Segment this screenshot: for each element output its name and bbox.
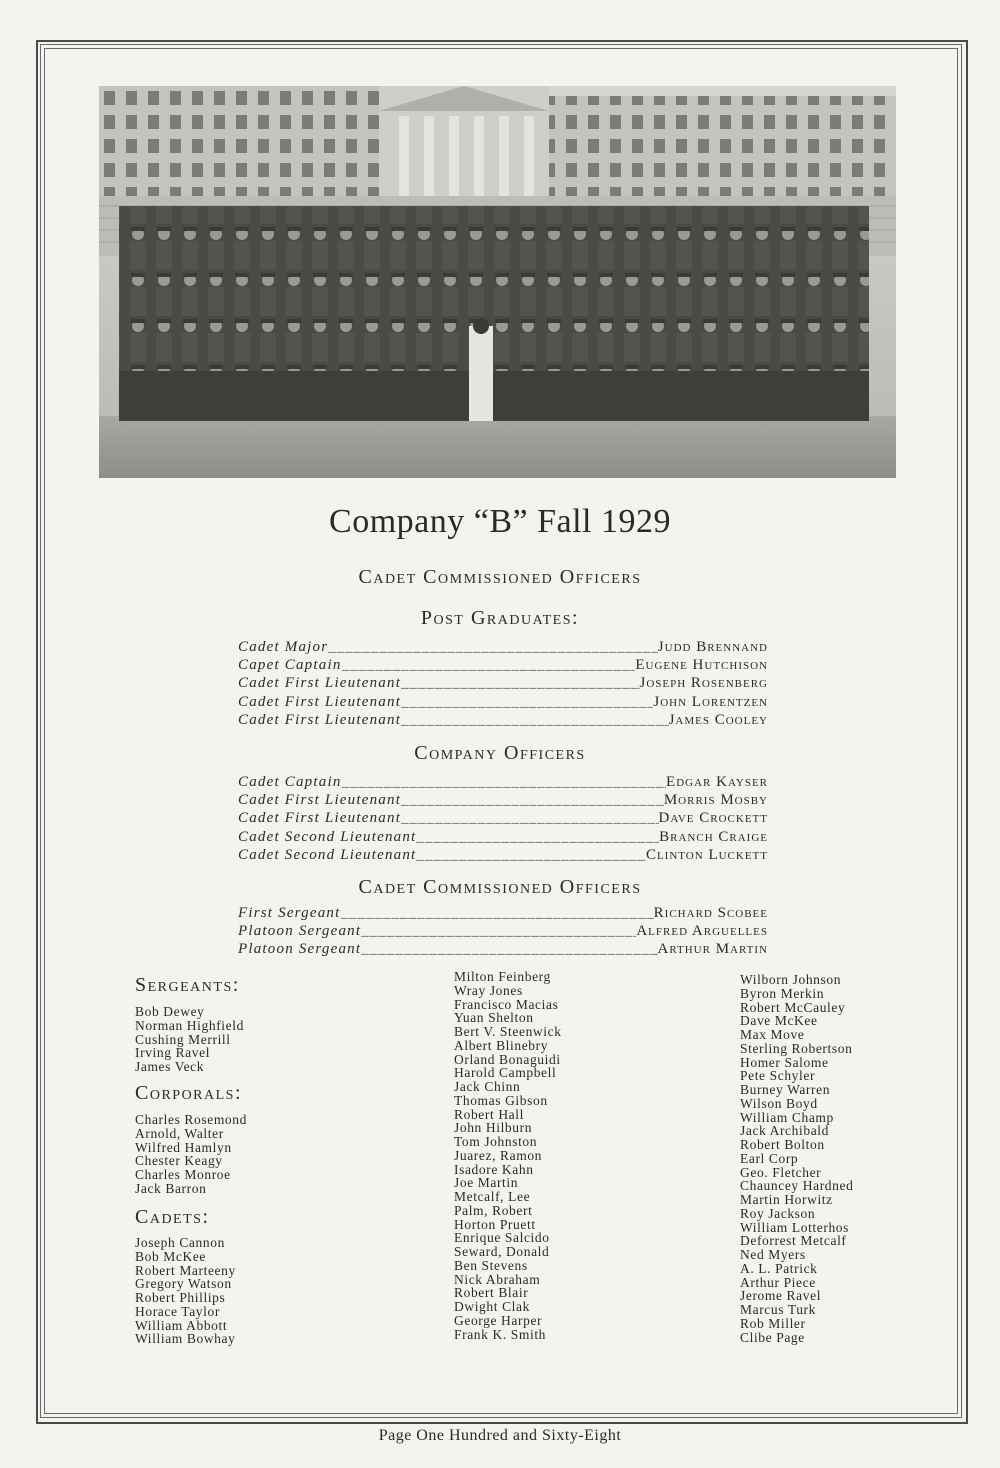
leader-dots (401, 693, 653, 711)
corporals-label: Corporals: (135, 1082, 243, 1104)
list-item: Robert Bolton (740, 1137, 825, 1152)
list-item: Wilfred Hamlyn (135, 1139, 232, 1155)
officer-name: Branch Craige (659, 828, 768, 845)
roster-row (238, 693, 768, 711)
list-item: Chauncey Hardned (740, 1178, 854, 1194)
officer-name: John Lorentzen (653, 693, 768, 710)
list-item: William Champ (740, 1109, 834, 1125)
nco-roster (238, 904, 768, 959)
list-item: Deforrest Metcalf (740, 1233, 847, 1249)
list-item: Robert Marteeny (135, 1262, 236, 1278)
list-item: Cushing Merrill (135, 1031, 231, 1047)
list-item: George Harper (454, 1312, 543, 1328)
cadets-list-col3 (740, 973, 853, 1344)
officer-name: Morris Mosby (663, 792, 768, 809)
officer-name: Edgar Kayser (666, 774, 768, 790)
officer-name: Arthur Martin (657, 941, 768, 958)
list-item: Enrique Salcido (454, 1230, 550, 1246)
list-item: Robert Hall (454, 1106, 524, 1122)
list-item: Martin Horwitz (740, 1192, 833, 1207)
list-item: Norman Highfield (135, 1017, 244, 1033)
list-item: Charles Rosemond (135, 1112, 247, 1127)
list-item: Dwight Clak (454, 1299, 530, 1314)
officer-name: Eugene Hutchison (635, 657, 768, 674)
list-item: Harold Campbell (454, 1065, 557, 1081)
cadets-label: Cadets: (135, 1206, 210, 1228)
heading-cadet-commissioned-officers: Cadet Commissioned Officers (358, 566, 642, 588)
roster-row (238, 809, 768, 827)
list-item: John Hilburn (454, 1120, 533, 1136)
list-item: William Lotterhos (740, 1219, 850, 1235)
list-item: Orland Bonaguidi (454, 1051, 561, 1067)
roster-row (238, 656, 768, 674)
roster-row (238, 940, 768, 958)
rank: Cadet Captain (238, 774, 342, 790)
rank: Cadet First Lieutenant (238, 693, 402, 710)
list-item: Pete Schyler (740, 1068, 816, 1084)
list-item: James Veck (135, 1059, 205, 1074)
cadets-list-col2 (454, 970, 562, 1341)
rank: Cadet Second Lieutenant (238, 828, 417, 845)
list-item: Frank K. Smith (454, 1326, 547, 1342)
company-officers-roster (238, 773, 768, 864)
leader-dots (401, 711, 668, 729)
list-item: Ben Stevens (454, 1257, 528, 1273)
list-item: Thomas Gibson (454, 1092, 548, 1108)
leader-dots (341, 904, 654, 922)
list-item: Arthur Piece (740, 1274, 816, 1290)
list-item: Gregory Watson (135, 1276, 232, 1292)
list-item: Isadore Kahn (454, 1161, 534, 1177)
list-item: Bob Dewey (135, 1004, 205, 1019)
officer-name: James Cooley (668, 711, 768, 728)
list-item: Juarez, Ramon (454, 1147, 543, 1163)
list-item: Robert Phillips (135, 1290, 226, 1305)
list-item: Yuan Shelton (454, 1010, 534, 1026)
list-item: Roy Jackson (740, 1205, 816, 1221)
rank: First Sergeant (238, 905, 341, 921)
leader-dots (401, 674, 639, 692)
cadets-list-col1 (135, 1236, 236, 1346)
list-item: Seward, Donald (454, 1244, 550, 1259)
leader-dots (361, 940, 657, 958)
roster-row (238, 846, 768, 864)
list-item: Byron Merkin (740, 985, 825, 1001)
leader-dots (342, 773, 667, 791)
roster-row (238, 791, 768, 809)
roster-row (238, 638, 768, 656)
leader-dots (342, 656, 636, 674)
list-item: Homer Salome (740, 1054, 829, 1070)
roster-row (238, 828, 768, 846)
list-item: Bert V. Steenwick (454, 1024, 562, 1039)
leader-dots (416, 828, 659, 846)
officer-name: Clinton Luckett (645, 846, 768, 863)
rank: Cadet Major (238, 639, 329, 655)
list-item: Sterling Robertson (740, 1040, 853, 1056)
list-item: Dave McKee (740, 1013, 818, 1029)
list-item: Horace Taylor (135, 1303, 220, 1319)
heading-cadet-commissioned-officers-2: Cadet Commissioned Officers (358, 876, 642, 898)
rank: Platoon Sergeant (238, 941, 362, 958)
list-item: Wray Jones (454, 982, 523, 998)
corporals-list (135, 1113, 247, 1196)
list-item: A. L. Patrick (740, 1260, 818, 1276)
list-item: Bob McKee (135, 1248, 207, 1264)
leader-dots (328, 638, 658, 656)
rank: Cadet First Lieutenant (238, 792, 402, 809)
list-item: Robert Blair (454, 1285, 529, 1301)
list-item: Chester Keagy (135, 1153, 223, 1169)
officer-name: Joseph Rosenberg (639, 675, 768, 692)
rank: Cadet First Lieutenant (238, 711, 402, 728)
leader-dots (416, 846, 646, 864)
list-item: Palm, Robert (454, 1202, 533, 1218)
rank: Cadet First Lieutenant (238, 810, 402, 827)
roster-row (238, 711, 768, 729)
list-item: Irving Ravel (135, 1045, 211, 1061)
leader-dots (401, 791, 664, 809)
group-photo-illustration (99, 86, 896, 478)
list-item: Marcus Turk (740, 1302, 816, 1317)
list-item: Albert Blinebry (454, 1037, 549, 1053)
list-item: Tom Johnston (454, 1134, 538, 1149)
list-item: Horton Pruett (454, 1216, 536, 1232)
heading-company-officers: Company Officers (414, 742, 586, 764)
page-number-footer: Page One Hundred and Sixty-Eight (378, 1427, 622, 1444)
officer-name: Dave Crockett (658, 810, 768, 827)
list-item: Joe Martin (454, 1175, 519, 1191)
leader-dots (401, 809, 658, 827)
list-item: Wilborn Johnson (740, 972, 842, 987)
list-item: Joseph Cannon (135, 1235, 225, 1250)
list-item: Earl Corp (740, 1150, 799, 1166)
list-item: Milton Feinberg (454, 969, 551, 984)
list-item: Arnold, Walter (135, 1125, 224, 1141)
list-item: Jack Chinn (454, 1079, 521, 1094)
roster-row (238, 773, 768, 791)
list-item: Robert McCauley (740, 999, 846, 1015)
list-item: Burney Warren (740, 1082, 831, 1097)
roster-row (238, 674, 768, 692)
rank: Cadet Second Lieutenant (238, 846, 417, 863)
list-item: Jack Archibald (740, 1123, 829, 1139)
heading-post-graduates: Post Graduates: (420, 607, 580, 629)
rank: Capet Captain (238, 657, 342, 674)
post-graduates-roster (238, 638, 768, 729)
list-item: Clibe Page (740, 1329, 805, 1345)
company-group-photo (99, 86, 896, 478)
list-item: Max Move (740, 1027, 805, 1042)
officer-name: Judd Brennand (657, 639, 768, 655)
page-title: Company “B” Fall 1929 (329, 503, 671, 540)
sergeants-label: Sergeants: (135, 974, 240, 996)
list-item: Jack Barron (135, 1180, 207, 1196)
sergeants-list (135, 1005, 244, 1074)
list-item: Metcalf, Lee (454, 1189, 531, 1204)
list-item: Wilson Boyd (740, 1095, 818, 1111)
officer-name: Richard Scobee (653, 905, 768, 921)
rank: Platoon Sergeant (238, 923, 362, 940)
list-item: Charles Monroe (135, 1167, 231, 1182)
list-item: Francisco Macias (454, 996, 559, 1012)
list-item: Nick Abraham (454, 1271, 541, 1287)
list-item: William Abbott (135, 1317, 228, 1333)
list-item: Ned Myers (740, 1247, 806, 1262)
roster-row (238, 922, 768, 940)
officer-name: Alfred Arguelles (636, 923, 768, 940)
list-item: Rob Miller (740, 1315, 806, 1331)
list-item: Geo. Fletcher (740, 1164, 822, 1180)
roster-row (238, 904, 768, 922)
list-item: Jerome Ravel (740, 1288, 822, 1304)
rank: Cadet First Lieutenant (238, 675, 402, 692)
leader-dots (361, 922, 636, 940)
list-item: William Bowhay (135, 1331, 236, 1347)
